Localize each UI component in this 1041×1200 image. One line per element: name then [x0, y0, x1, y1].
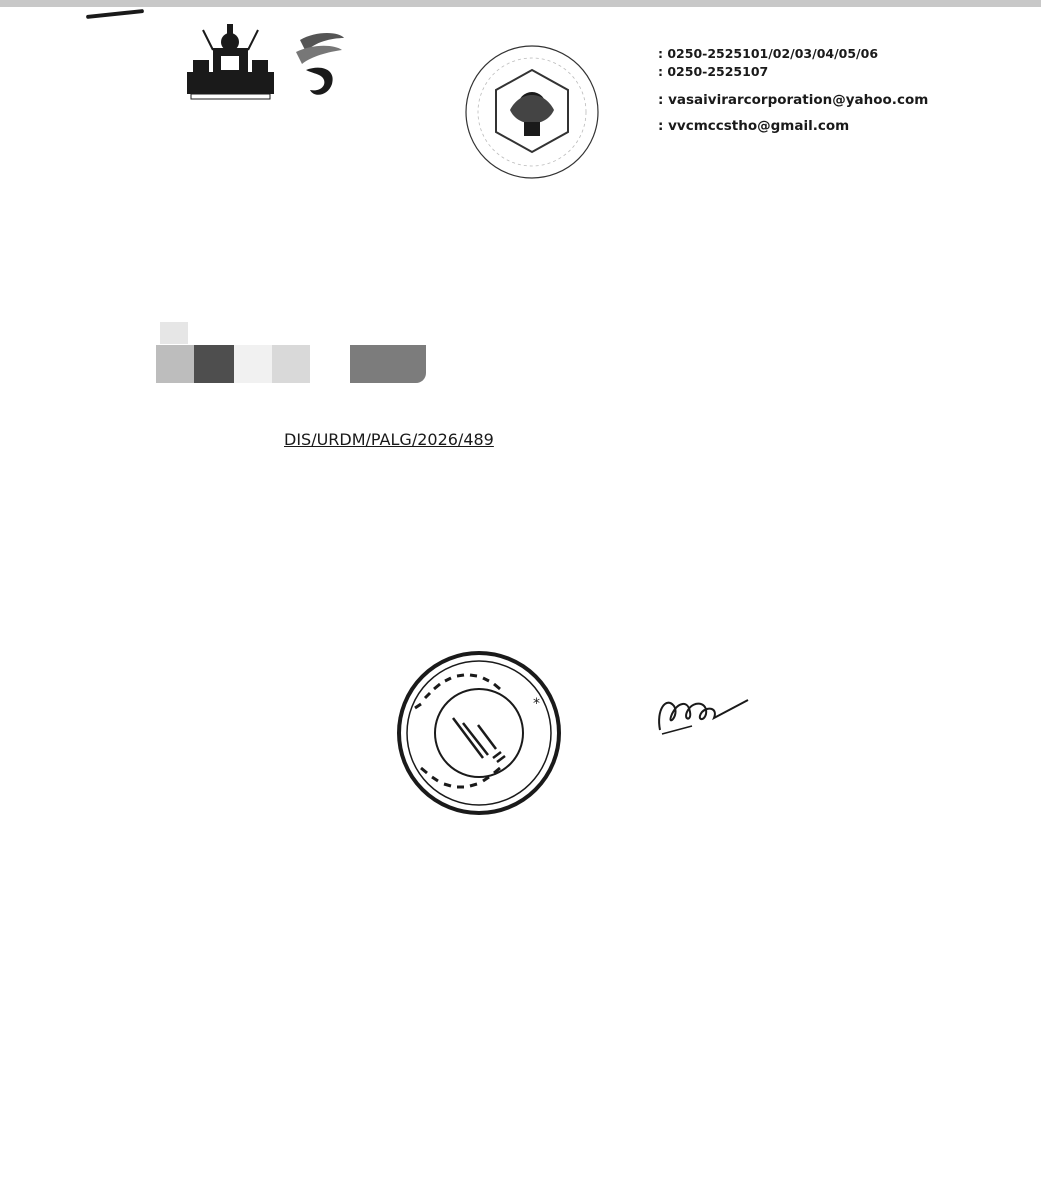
office-stamp-icon: [393, 648, 565, 818]
phone-value: : 0250-2525101/02/03/04/05/06: [658, 46, 879, 61]
email-row-2: [658, 118, 849, 134]
complaint-reference-number: DIS/URDM/PALG/2026/489: [284, 430, 494, 449]
svg-text:*: *: [533, 696, 540, 712]
amrit-mahotsav-logo-icon: [292, 30, 347, 105]
subject-line: [284, 430, 494, 450]
redaction-block: [350, 345, 426, 383]
redaction-block: [234, 345, 272, 383]
email-value: : vasaivirarcorporation@yahoo.com: [658, 92, 929, 108]
email-row: [658, 92, 928, 108]
fax-value: : 0250-2525107: [658, 64, 769, 79]
redaction-block: [156, 345, 194, 383]
redaction-block: [272, 345, 310, 383]
email-value-2: : vvcmccstho@gmail.com: [658, 118, 850, 134]
phone-row: [658, 46, 878, 61]
redaction-block: [194, 345, 234, 383]
municipal-crest-icon: [183, 20, 278, 102]
corporation-seal-icon: [440, 40, 625, 185]
fax-row: [658, 64, 768, 79]
top-border: [0, 0, 1041, 7]
signature-icon: [652, 690, 752, 740]
redaction-block: [160, 322, 188, 344]
pen-mark: [86, 9, 144, 19]
